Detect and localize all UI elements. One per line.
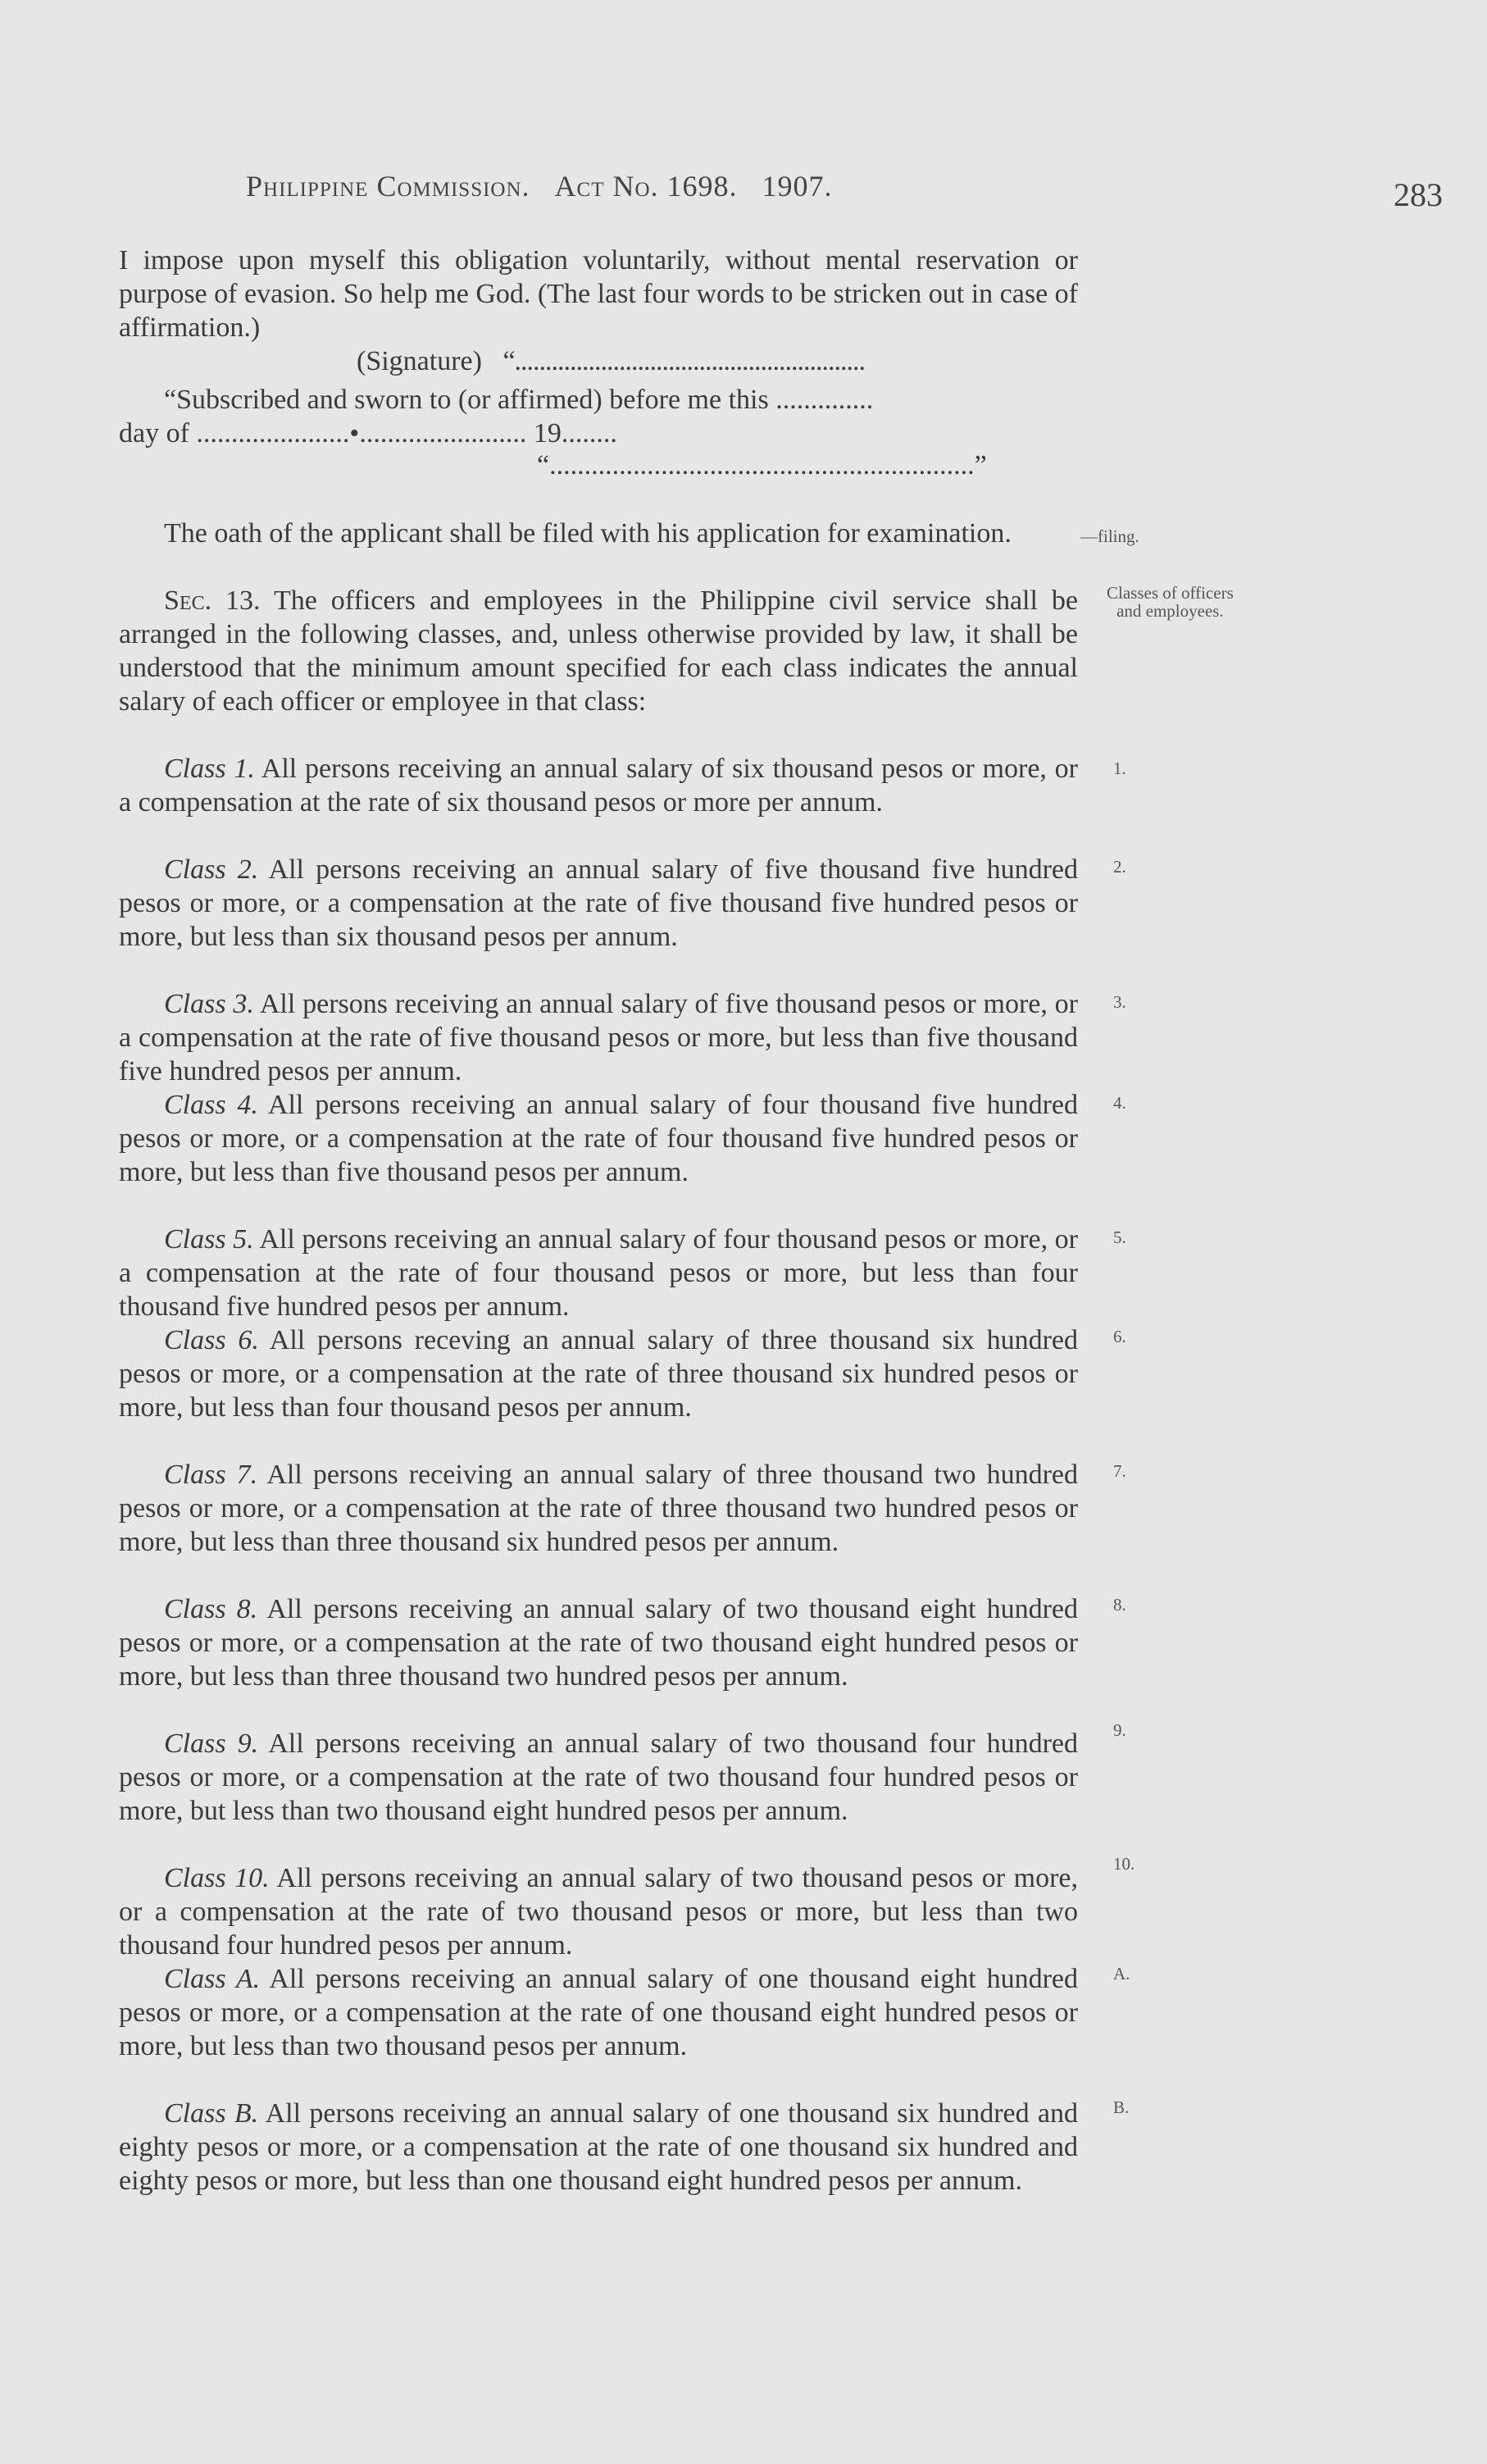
class-label: Class B. [164,2098,259,2129]
class-text: All persons receving an annual salary of three thousand six hundred pesos or more, or a compensation at the rate of three thousand six hundred pesos or more, but less than four thousand pesos per annum. [119,1325,1078,1423]
oath-paragraph: I impose upon myself this obligation voluntarily, without mental reservation or purpose of evasion. So help me God. (The last four words to be stricken out in case of affirmation.) [119,245,1078,343]
margin-number: 3. [1113,992,1126,1012]
class-paragraph [119,2097,1078,2198]
class-label: Class 8. [164,1594,258,1624]
class-label: Class 6. [164,1325,259,1355]
class-text: All persons receiving an annual salary of four thousand five hundred pesos or more, or a compensation at the rate of four thousand five hundred pesos or more, but less than five thousand pesos per annum. [119,1090,1079,1187]
class-paragraph [119,1088,1078,1189]
class-paragraph [119,1962,1078,2063]
header-title: Philippine Commission. [246,170,530,203]
class-paragraph [119,1323,1078,1424]
margin-note-classes [1107,584,1234,620]
class-label: Class 5. [164,1224,254,1255]
class-text: All persons receiving an annual salary of one thousand eight hundred pesos or more, or a compensation at the rate of one thousand eight hundred pesos or more, but less than two thousand pesos per annum. [119,1964,1078,2061]
margin-number: 5. [1113,1227,1126,1247]
class-paragraph [119,1592,1078,1693]
class-text: All persons receiving an annual salary of six thousand pesos or more, or a compensation at the rate of six thousand pesos or more per annum. [119,754,1079,818]
class-text: All persons receiving an annual salary of two thousand eight hundred pesos or more, or a compensation at the rate of two thousand eight hundred pesos or more, but less than three thousand two hundred pesos per annum. [119,1594,1079,1692]
margin-number: 6. [1113,1327,1126,1346]
margin-note-classes-line1: Classes of officers [1107,583,1234,603]
margin-number: B. [1113,2097,1130,2117]
class-label: Class 1. [164,754,255,784]
class-text: All persons receiving an annual salary of five thousand pesos or more, or a compensation at the rate of five thousand pesos or more, but less than five thousand five hundred pesos per annum. [119,989,1079,1086]
class-label: Class A. [164,1964,261,1994]
margin-number: 4. [1113,1093,1126,1113]
header-year: 1907. [762,170,833,203]
class-text: All persons receiving an annual salary of two thousand pesos or more, or a compensation at the rate of two thousand pesos or more, but less than two thousand four hundred pesos per annum. [119,1863,1079,1961]
margin-number: A. [1113,1964,1130,1983]
class-paragraph [119,987,1078,1088]
class-label: Class 2. [164,854,259,885]
margin-number: 9. [1113,1720,1126,1740]
class-paragraph [119,1861,1078,1962]
margin-number: 7. [1113,1461,1126,1481]
class-paragraph [119,752,1078,819]
class-label: Class 3. [164,989,254,1019]
signature-row [119,344,1078,378]
section-label: Sec. 13. [164,585,261,616]
class-text: All persons receiving an annual salary of four thousand pesos or more, or a compensation at the rate of four thousand pesos or more, but less than four thousand five hundred pesos per annum. [119,1224,1079,1322]
class-label: Class 9. [164,1728,259,1759]
section-text: The officers and employees in the Philippine civil service shall be arranged in the following classes, and, unless otherwise provided by law, it shall be understood that the minimum amount specified for each class indicates the annual salary of each officer or employee in that class: [119,585,1079,717]
class-paragraph [119,1458,1078,1559]
section-13-paragraph [119,584,1078,718]
subscribed-line: “Subscribed and sworn to (or affirmed) before me this .............. [164,385,874,415]
header-act: Act No. 1698. [554,170,738,203]
class-paragraph [119,1727,1078,1828]
signature-line: “......................................................... [502,346,866,376]
class-paragraph [119,853,1078,954]
class-text: All persons receiving an annual salary of two thousand four hundred pesos or more, or a compensation at the rate of two thousand four hundred pesos or more, but less than two thousand eight hundred pesos per annum. [119,1728,1079,1826]
class-text: All persons receiving an annual salary of five thousand five hundred pesos or more, or a compensation at the rate of five thousand five hundred pesos or more, but less than six thousand pesos per annum. [119,854,1079,952]
margin-number: 2. [1113,857,1126,877]
margin-number: 8. [1113,1595,1126,1615]
class-label: Class 10. [164,1863,270,1893]
margin-note-classes-line2: and employees. [1116,601,1224,621]
day-line: day of ......................•........................ 19........ [119,418,617,449]
signature-label: (Signature) [357,346,482,376]
running-header [246,169,833,203]
closing-line: “.............................................................” [537,450,987,481]
margin-note-filing: —filing. [1080,526,1139,546]
class-label: Class 4. [164,1090,258,1120]
class-text: All persons receiving an annual salary of one thousand six hundred and eighty pesos or more, or a compensation at the rate of one thousand six hundred and eighty pesos or more, but less than one thousand eight hundred pesos per annum. [119,2098,1079,2196]
margin-number: 10. [1113,1854,1135,1874]
class-label: Class 7. [164,1460,258,1490]
page-number: 283 [1394,176,1443,213]
filing-paragraph: The oath of the applicant shall be filed with his application for examination. [164,518,1012,549]
class-text: All persons receiving an annual salary of three thousand two hundred pesos or more, or a compensation at the rate of three thousand two hundred pesos or more, but less than three thousand six hundred pesos per annum. [119,1460,1078,1557]
class-paragraph [119,1223,1078,1323]
margin-number: 1. [1113,758,1126,778]
